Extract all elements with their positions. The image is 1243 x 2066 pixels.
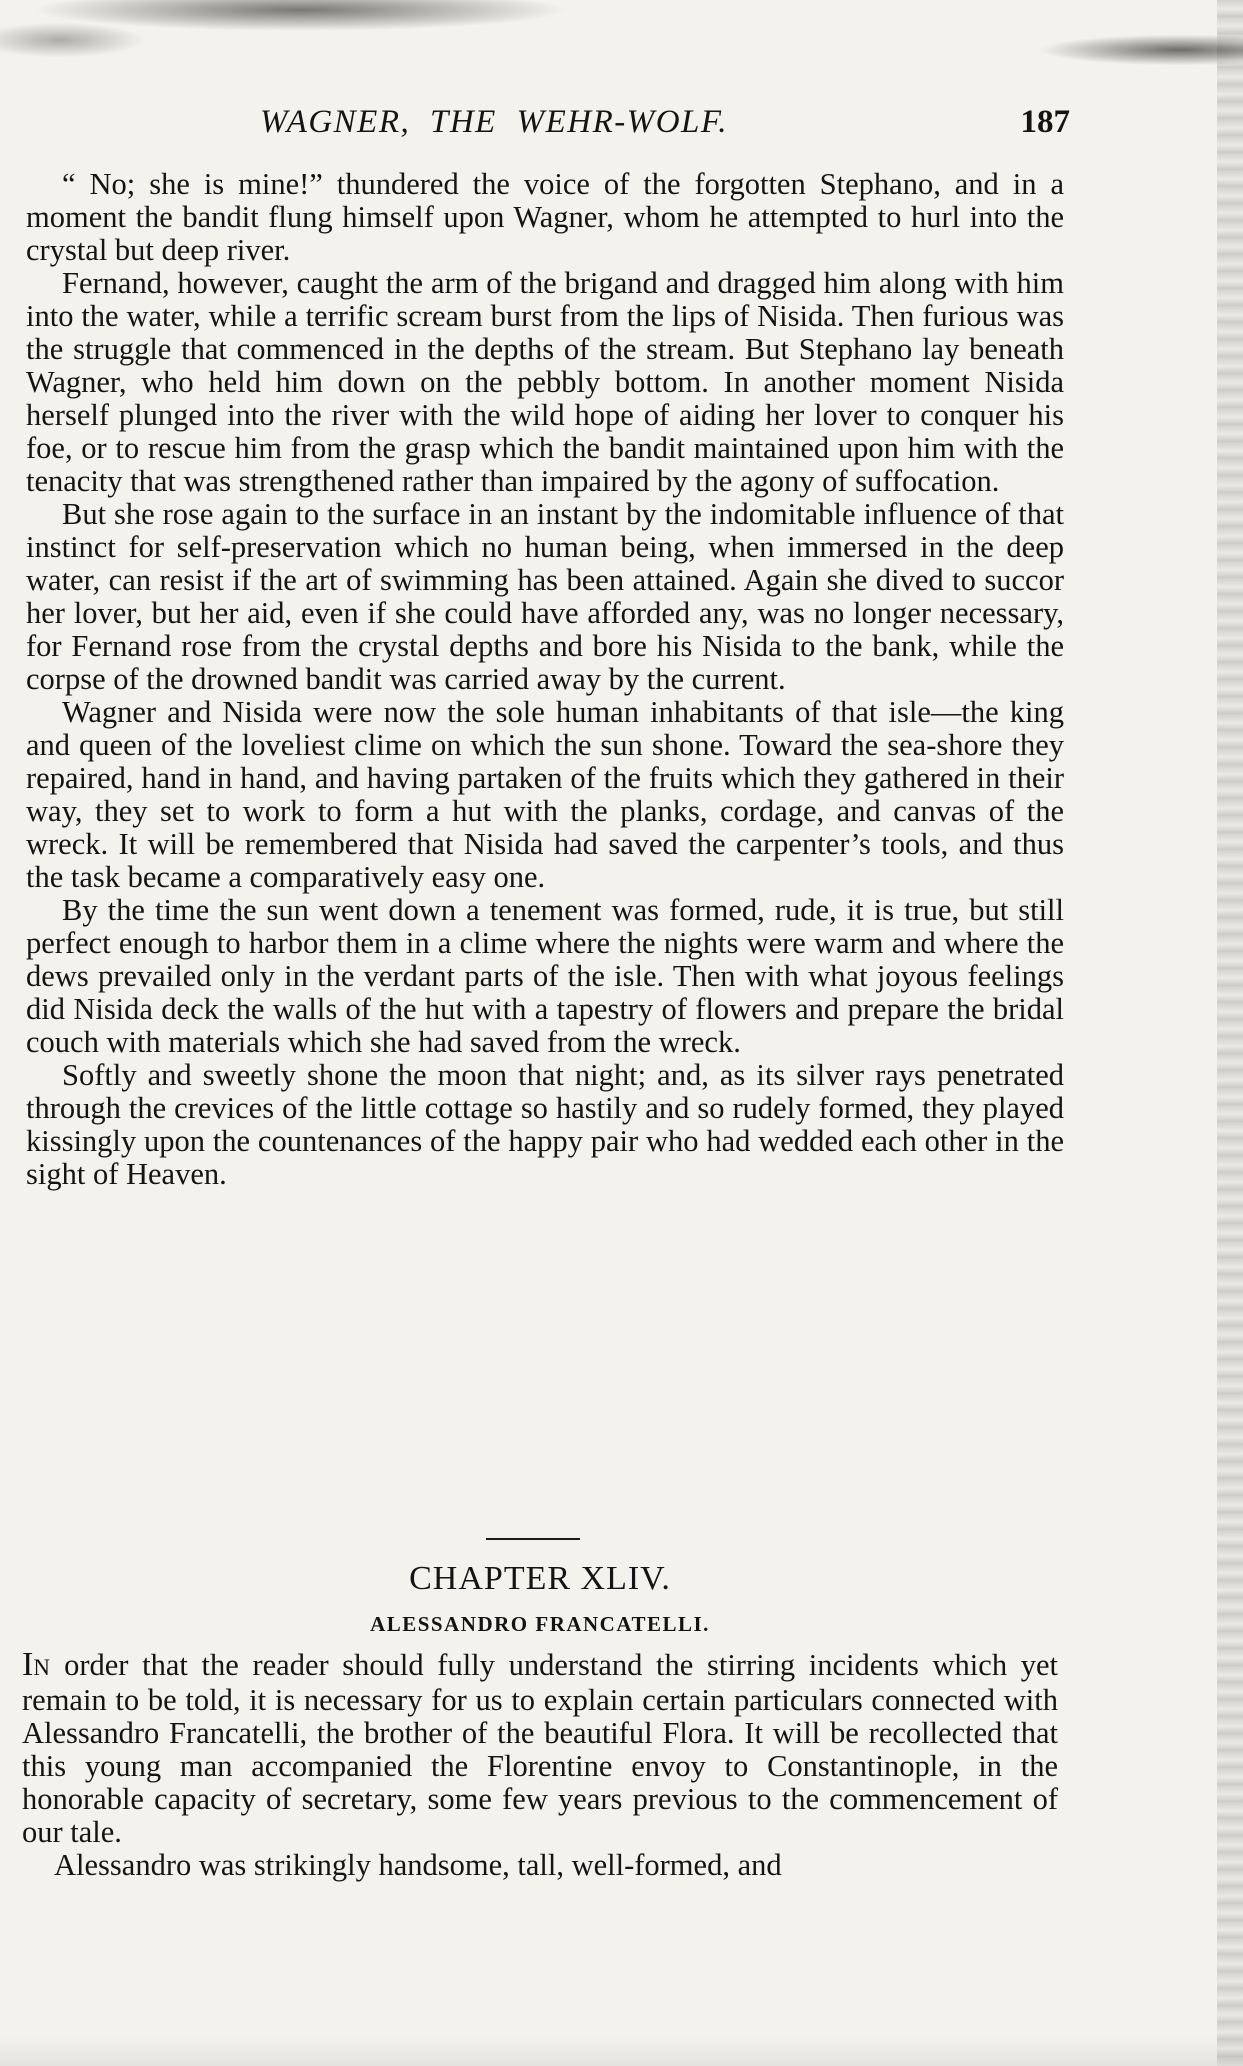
- chapter-subheading: ALESSANDRO FRANCATELLI.: [370, 1612, 710, 1636]
- initial-letter: I: [22, 1646, 34, 1683]
- scan-smudge: [0, 0, 1243, 70]
- chapter-text: [22, 1648, 1058, 1882]
- paragraph: Softly and sweetly shone the moon that night; and, as its silver rays penetrated through the crevices of the little cottage so hastily and so rudely formed, they played kissingly upon the countenances of the happy pair who had wedded each other in the sight of Heaven.: [26, 1058, 1064, 1191]
- paragraph: Fernand, however, caught the arm of the brigand and dragged him along with him into the water, while a terrific scream burst from the lips of Nisida. Then furious was the struggle that commenced in the depths of the stream. But Stephano lay beneath Wagner, who held him down on the pebbly bottom. In another moment Nisida herself plunged into the river with the wild hope of aiding her lover to conquer his foe, or to rescue him from the grasp which the bandit maintained upon him with the tenacity that was strengthened rather than impaired by the agony of suffocation.: [26, 266, 1064, 498]
- paragraph: Alessandro was strikingly handsome, tall, well-formed, and: [54, 1848, 782, 1882]
- chapter-heading: CHAPTER XLIV.: [409, 1560, 671, 1597]
- initial-small-caps: N: [33, 1655, 51, 1680]
- page-edge-shadow: [1217, 0, 1243, 2066]
- page-header: [260, 104, 1070, 152]
- opening-text: order that the reader should fully understand the stirring incidents which yet remain to be told, it is necessary for us to explain certain particulars connected with Alessandro Francatelli, the brother of the beautiful Flora. It will be recollected that this young man accompanied the Florentine envoy to Constantinople, in the honorable capacity of secretary, some few years previous to the commencement of our tale.: [22, 1648, 1058, 1849]
- running-title: WAGNER, THE WEHR-WOLF.: [260, 104, 729, 140]
- body-text: [26, 168, 1064, 1191]
- paragraph: But she rose again to the surface in an instant by the indomitable influence of that instinct for self-preservation which no human being, when immersed in the deep water, can resist if the art of swimming has been attained. Again she dived to succor her lover, but her aid, even if she could have afforded any, was no longer necessary, for Fernand rose from the crystal depths and bore his Nisida to the bank, while the corpse of the drowned bandit was carried away by the current.: [26, 497, 1064, 696]
- section-divider: [486, 1538, 580, 1540]
- page-number: 187: [1020, 104, 1070, 140]
- chapter-opening-paragraph: [22, 1648, 1058, 1849]
- paragraph: By the time the sun went down a tenement was formed, rude, it is true, but still perfect enough to harbor them in a clime where the nights were warm and where the dews prevailed only in the verdant parts of the isle. Then with what joyous feelings did Nisida deck the walls of the hut with a tapestry of flowers and prepare the bridal couch with materials which she had saved from the wreck.: [26, 893, 1064, 1059]
- scan-bottom-shade: [0, 2036, 1243, 2066]
- paragraph: “ No; she is mine!” thundered the voice of the forgotten Stephano, and in a moment the bandit flung himself upon Wagner, whom he attempted to hurl into the crystal but deep river.: [26, 167, 1064, 267]
- paragraph: Wagner and Nisida were now the sole human inhabitants of that isle—the king and queen of the loveliest clime on which the sun shone. Toward the sea-shore they repaired, hand in hand, and having partaken of the fruits which they gathered in their way, they set to work to form a hut with the planks, cordage, and canvas of the wreck. It will be remembered that Nisida had saved the carpenter’s tools, and thus the task became a comparatively easy one.: [26, 695, 1064, 894]
